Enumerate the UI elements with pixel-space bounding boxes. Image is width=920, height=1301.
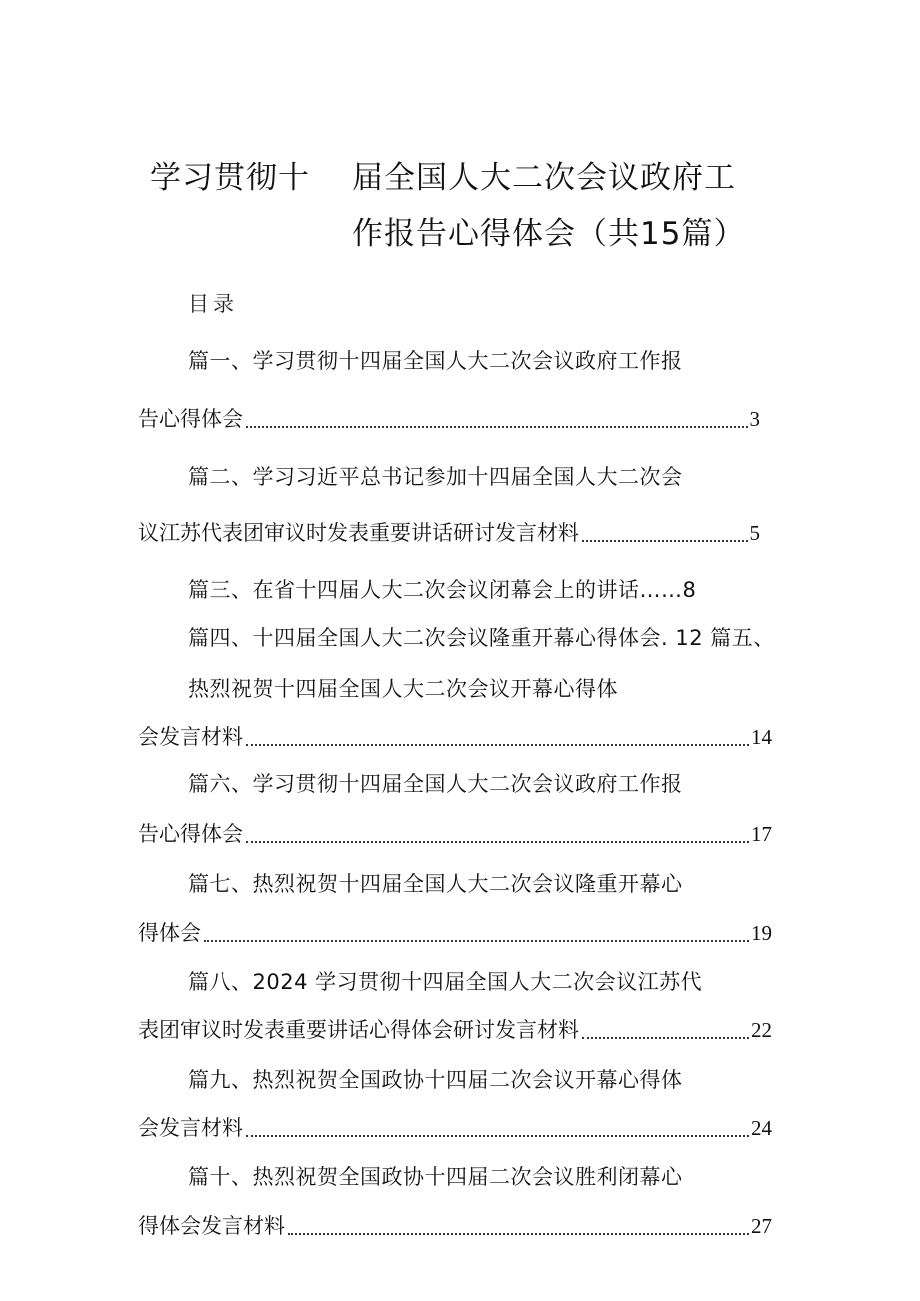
toc-entry-5-page: 14: [751, 725, 772, 749]
dot-leader: [582, 539, 748, 542]
toc-entry-7-line2: 得体会: [138, 921, 201, 945]
toc-entry-7-page: 19: [751, 921, 772, 945]
toc-entry-9-leader: [138, 1112, 772, 1142]
toc-entry-7-leader: [138, 917, 772, 947]
toc-entry-6-leader: [138, 818, 772, 848]
dot-leader: [204, 939, 749, 942]
toc-entry-6-line1: 篇六、学习贯彻十四届全国人大二次会议政府工作报: [188, 772, 683, 796]
dot-leader: [582, 1036, 749, 1039]
toc-entry-8-leader: [138, 1014, 772, 1044]
toc-entry-3-line1: 篇三、在省十四届人大二次会议闭幕会上的讲话……8: [188, 578, 697, 602]
toc-entry-4-line1: 篇四、十四届全国人大二次会议隆重开幕心得体会. 12 篇五、: [188, 626, 775, 650]
toc-entry-2-line1: 篇二、学习习近平总书记参加十四届全国人大二次会: [188, 465, 683, 489]
toc-entry-1-leader: [138, 403, 760, 433]
toc-entry-6-line2: 告心得体会: [138, 822, 243, 846]
toc-entry-1-line2: 告心得体会: [138, 407, 243, 431]
toc-entry-9-page: 24: [751, 1116, 772, 1140]
toc-entry-8-line1: 篇八、2024 学习贯彻十四届全国人大二次会议江苏代: [188, 970, 703, 994]
title-line1-part2: 届全国人大二次会议政府工: [352, 160, 736, 196]
dot-leader: [288, 1232, 749, 1235]
toc-entry-5-line1: 热烈祝贺十四届全国人大二次会议开幕心得体: [188, 677, 618, 701]
toc-label: 目录: [188, 292, 238, 316]
dot-leader: [246, 840, 749, 843]
toc-entry-9-line2: 会发言材料: [138, 1116, 243, 1140]
toc-entry-2-page: 5: [749, 521, 760, 545]
toc-entry-7-line1: 篇七、热烈祝贺十四届全国人大二次会议隆重开幕心: [188, 872, 683, 896]
toc-entry-10-line2: 得体会发言材料: [138, 1214, 285, 1238]
title-line1-part1: 学习贯彻十: [150, 160, 310, 196]
dot-leader: [246, 743, 749, 746]
toc-entry-6-page: 17: [751, 822, 772, 846]
dot-leader: [246, 1134, 749, 1137]
dot-leader: [246, 425, 748, 428]
toc-entry-10-leader: [138, 1210, 772, 1240]
toc-entry-8-line2: 表团审议时发表重要讲话心得体会研讨发言材料: [138, 1018, 579, 1042]
toc-entry-8-page: 22: [751, 1018, 772, 1042]
title-line2: 作报告心得体会（共15篇）: [352, 216, 746, 252]
toc-entry-2-leader: [138, 517, 760, 547]
toc-entry-10-line1: 篇十、热烈祝贺全国政协十四届二次会议胜利闭幕心: [188, 1165, 683, 1189]
toc-entry-2-line2: 议江苏代表团审议时发表重要讲话研讨发言材料: [138, 521, 579, 545]
toc-entry-10-page: 27: [751, 1214, 772, 1238]
toc-entry-5-line2: 会发言材料: [138, 725, 243, 749]
toc-entry-1-line1: 篇一、学习贯彻十四届全国人大二次会议政府工作报: [188, 349, 683, 373]
toc-entry-9-line1: 篇九、热烈祝贺全国政协十四届二次会议开幕心得体: [188, 1068, 683, 1092]
toc-entry-5-leader: [138, 721, 772, 751]
toc-entry-1-page: 3: [749, 407, 760, 431]
